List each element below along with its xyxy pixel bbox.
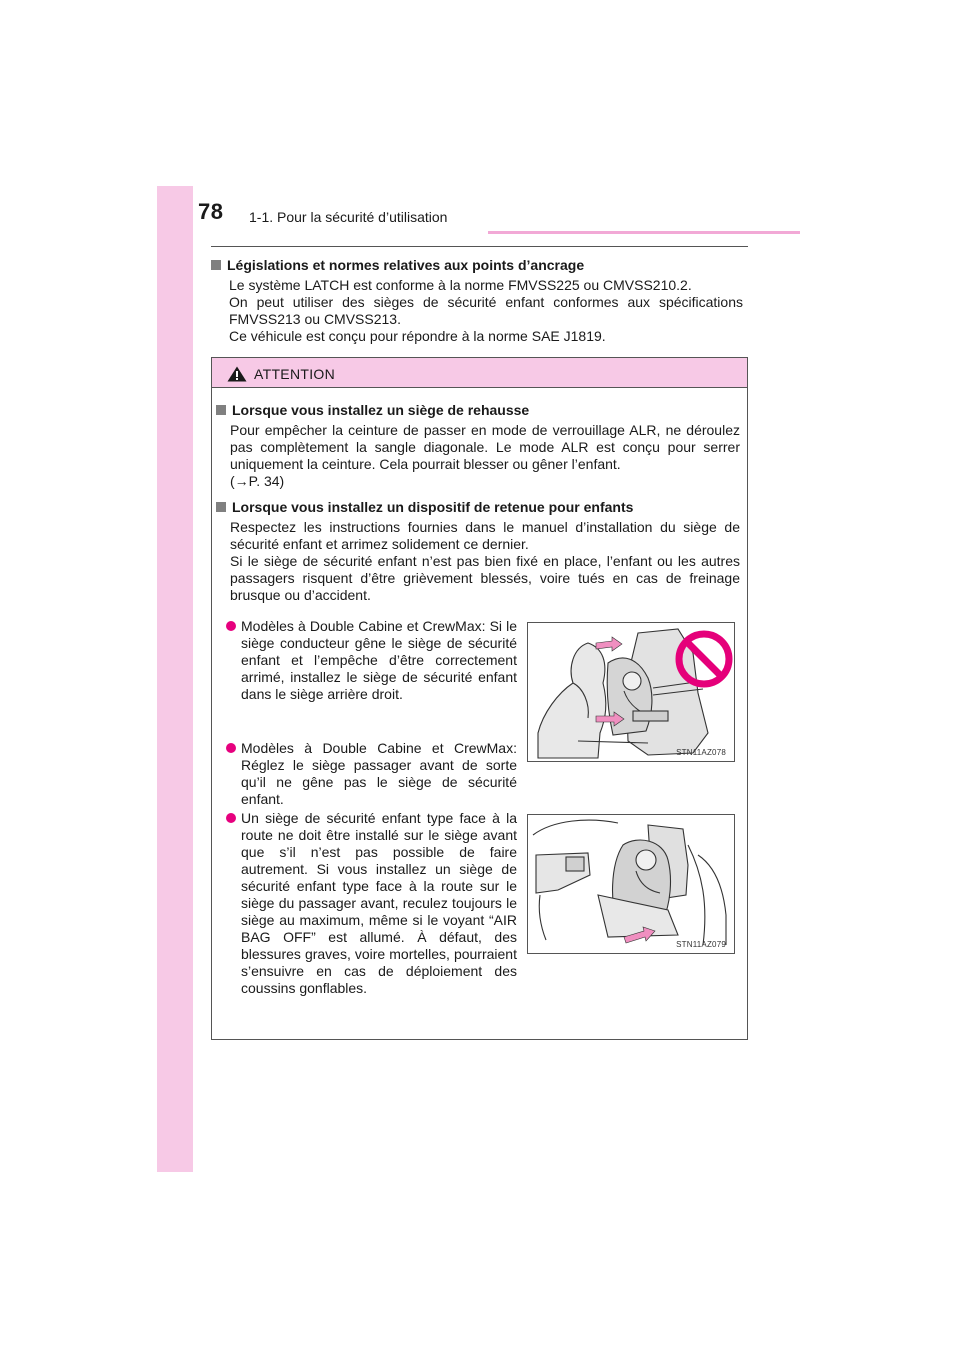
round-bullet-icon (226, 813, 236, 823)
section-line: On peut utiliser des sièges de sécurité enfant conformes aux spécifications FMVSS213 ou CMVSS213. (229, 294, 743, 327)
illustration-front-seat (527, 814, 735, 954)
round-bullet-icon (226, 621, 236, 631)
attention-paragraph: Pour empêcher la ceinture de passer en mode de verrouillage ALR, ne déroulez pas complètement la sangle diagonale. Le mode ALR est conçu pour serrer uniquement la ceinture. Cela pourrait blesser ou gêner l’enfant. (→P. 34) (230, 422, 740, 489)
attention-subtitle: Lorsque vous installez un siège de rehausse (216, 402, 529, 418)
header-accent-line (488, 231, 800, 234)
attention-box (211, 357, 748, 1040)
page-reference: (→P. 34) (230, 473, 285, 489)
bullet-item: Modèles à Double Cabine et CrewMax: Si le siège conducteur gêne le siège de sécurité enfant et l’empêche d’être correctement arrimé, installez le siège de sécurité enfant dans le siège arrière droit. (226, 618, 517, 703)
figure-code: STN11AZ079 (676, 940, 726, 949)
square-bullet-icon (216, 405, 226, 415)
bullet-item: Modèles à Double Cabine et CrewMax: Réglez le siège passager avant de sorte qu’il ne gêne pas le siège de sécurité enfant. (226, 740, 517, 808)
child-seat-rear-illustration (528, 623, 734, 761)
warning-triangle-icon (227, 366, 247, 382)
page-number: 78 (198, 199, 224, 224)
illustration-rear-seat (527, 622, 735, 762)
section-body (229, 277, 743, 345)
attention-header (212, 358, 747, 388)
chapter-side-tab (157, 186, 193, 1172)
round-bullet-icon (226, 743, 236, 753)
child-seat-front-illustration (528, 815, 734, 953)
section-line: Ce véhicule est conçu pour répondre à la norme SAE J1819. (229, 328, 606, 344)
attention-label: ATTENTION (254, 366, 335, 382)
chapter-title: 1-1. Pour la sécurité d’utilisation (249, 209, 448, 225)
square-bullet-icon (216, 502, 226, 512)
header-rule (211, 246, 748, 247)
section-line: Le système LATCH est conforme à la norme FMVSS225 ou CMVSS210.2. (229, 277, 692, 293)
arrow-icon (596, 637, 622, 651)
figure-code: STN11AZ078 (676, 748, 726, 757)
bullet-item: Un siège de sécurité enfant type face à la route ne doit être installé sur le siège avant que s’il n’est pas possible de faire autrement. Si vous installez un siège de sécurité enfant type face à la route sur le siège du passager avant, reculez toujours le siège au maximum, même si le voyant “AIR BAG OFF” est allumé. À défaut, des blessures graves, voire mortelles, pourraient s’ensuivre en cas de déploiement des coussins gonflables. (226, 810, 517, 997)
section-title: Législations et normes relatives aux points d’ancrage (211, 257, 584, 273)
attention-subtitle: Lorsque vous installez un dispositif de retenue pour enfants (216, 499, 633, 515)
attention-paragraph: Respectez les instructions fournies dans le manuel d’installation du siège de sécurité enfant et arrimez solidement ce dernier. Si le siège de sécurité enfant n’est pas bien fixé en place, l’enfant ou les autres passagers risquent d’être grièvement blessés, voire tués en cas de freinage brusque ou d’accident. (230, 519, 740, 603)
square-bullet-icon (211, 260, 221, 270)
